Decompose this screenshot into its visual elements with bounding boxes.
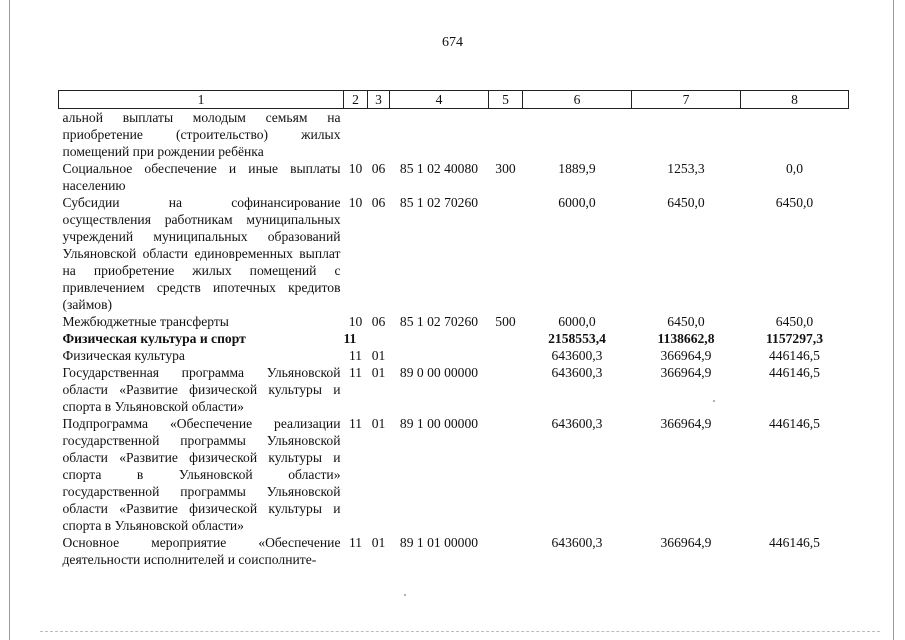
row-name: Основное мероприятие «Обеспечение деятельности исполнителей и соисполните- <box>62 535 341 567</box>
header-col-2: 2 <box>344 91 368 109</box>
row-subsection <box>368 109 390 161</box>
scan-speck <box>713 400 715 402</box>
row-value-8: 6450,0 <box>775 314 814 329</box>
row-section: 11 <box>348 535 363 550</box>
table-row <box>59 347 849 364</box>
row-section: 10 <box>348 314 363 329</box>
table-row <box>59 330 849 347</box>
row-section: 11 <box>348 416 363 431</box>
row-section: 10 <box>348 161 363 176</box>
row-name: Физическая культура и спорт <box>62 331 246 346</box>
row-subsection: 01 <box>371 348 386 363</box>
row-section: 11 <box>348 348 363 363</box>
row-value-8: 446146,5 <box>769 535 820 550</box>
row-value-6: 6000,0 <box>558 195 596 210</box>
row-subsection: 01 <box>371 416 386 431</box>
row-value-7: 366964,9 <box>660 535 712 550</box>
row-value-8: 446146,5 <box>769 365 820 380</box>
row-target-code: 85 1 02 70260 <box>399 314 479 329</box>
row-value-8: 446146,5 <box>769 416 820 431</box>
row-expense-type <box>489 415 523 534</box>
table-body <box>59 109 849 569</box>
scan-speck <box>404 594 406 596</box>
row-target-code: 89 0 00 00000 <box>399 365 479 380</box>
header-col-6: 6 <box>523 91 632 109</box>
page-number: 674 <box>442 35 463 50</box>
row-value-8: 6450,0 <box>775 195 814 210</box>
row-value-6: 643600,3 <box>551 348 603 363</box>
row-value-6: 6000,0 <box>558 314 596 329</box>
header-col-4: 4 <box>390 91 489 109</box>
header-col-8: 8 <box>741 91 849 109</box>
row-expense-type <box>489 347 523 364</box>
row-value-7: 6450,0 <box>667 314 705 329</box>
row-subsection <box>368 330 390 347</box>
row-section: 11 <box>348 365 363 380</box>
row-section: 10 <box>348 195 363 210</box>
row-target-code <box>390 109 489 161</box>
row-value-7: 1253,3 <box>667 161 705 176</box>
row-expense-type: 300 <box>495 161 516 176</box>
row-value-7 <box>632 109 741 161</box>
row-subsection: 01 <box>371 535 386 550</box>
row-expense-type <box>489 330 523 347</box>
row-subsection: 06 <box>371 195 386 210</box>
row-name: Межбюджетные трансферты <box>62 314 229 329</box>
table-row <box>59 194 849 313</box>
table-row <box>59 415 849 534</box>
header-col-1: 1 <box>59 91 344 109</box>
row-target-code <box>390 330 489 347</box>
row-expense-type <box>489 109 523 161</box>
row-subsection: 01 <box>371 365 386 380</box>
header-col-5: 5 <box>489 91 523 109</box>
row-section <box>344 109 368 161</box>
row-name: Физическая культура <box>62 348 185 363</box>
row-value-6: 643600,3 <box>551 535 603 550</box>
row-value-7: 366964,9 <box>660 348 712 363</box>
row-section: 11 <box>343 331 357 346</box>
budget-table <box>58 90 849 568</box>
table-row <box>59 364 849 415</box>
row-target-code: 89 1 01 00000 <box>399 535 479 550</box>
row-name: Государственная программа Ульяновской области «Развитие физической культуры и спорта в Ульяновской области» <box>62 365 341 414</box>
row-name: Субсидии на софинансирование осуществления работникам муниципальных учреждений муниципальных образований Ульяновской области единовременных выплат на приобретение жилых помещений с привлечением средств ипотечных кредитов (займов) <box>62 195 341 312</box>
row-expense-type <box>489 534 523 568</box>
row-target-code: 85 1 02 70260 <box>399 195 479 210</box>
row-value-7: 6450,0 <box>667 195 705 210</box>
table-row <box>59 534 849 568</box>
row-name: Подпрограмма «Обеспечение реализации государственной программы Ульяновской области «Развитие физической культуры и спорта в Ульяновской области» государственной программы Ульяновской области «Развитие физической культуры и спорта в Ульяновской области» <box>62 416 341 533</box>
header-col-7: 7 <box>632 91 741 109</box>
header-row <box>59 91 849 109</box>
row-expense-type: 500 <box>495 314 516 329</box>
row-value-8: 0,0 <box>786 161 803 176</box>
table-row <box>59 109 849 161</box>
row-target-code: 85 1 02 40080 <box>399 161 479 176</box>
row-expense-type <box>489 194 523 313</box>
row-target-code <box>390 347 489 364</box>
row-value-8 <box>741 109 849 161</box>
table-row <box>59 313 849 330</box>
row-value-8: 1157297,3 <box>765 331 824 346</box>
row-value-6: 643600,3 <box>551 416 603 431</box>
row-value-6: 643600,3 <box>551 365 603 380</box>
page-bottom-edge <box>40 631 880 632</box>
table-row <box>59 160 849 194</box>
row-target-code: 89 1 00 00000 <box>399 416 479 431</box>
row-value-7: 366964,9 <box>660 416 712 431</box>
row-value-6: 2158553,4 <box>548 331 606 346</box>
row-subsection: 06 <box>371 161 386 176</box>
row-value-8: 446146,5 <box>769 348 820 363</box>
row-subsection: 06 <box>371 314 386 329</box>
header-col-3: 3 <box>368 91 390 109</box>
row-value-6 <box>523 109 632 161</box>
row-value-7: 1138662,8 <box>657 331 715 346</box>
row-expense-type <box>489 364 523 415</box>
row-value-7: 366964,9 <box>660 365 712 380</box>
table-header <box>59 91 849 109</box>
row-value-6: 1889,9 <box>558 161 596 176</box>
row-name: Социальное обеспечение и иные выплаты населению <box>62 161 341 193</box>
row-name: альной выплаты молодым семьям на приобретение (строительство) жилых помещений при рождении ребёнка <box>62 110 341 159</box>
